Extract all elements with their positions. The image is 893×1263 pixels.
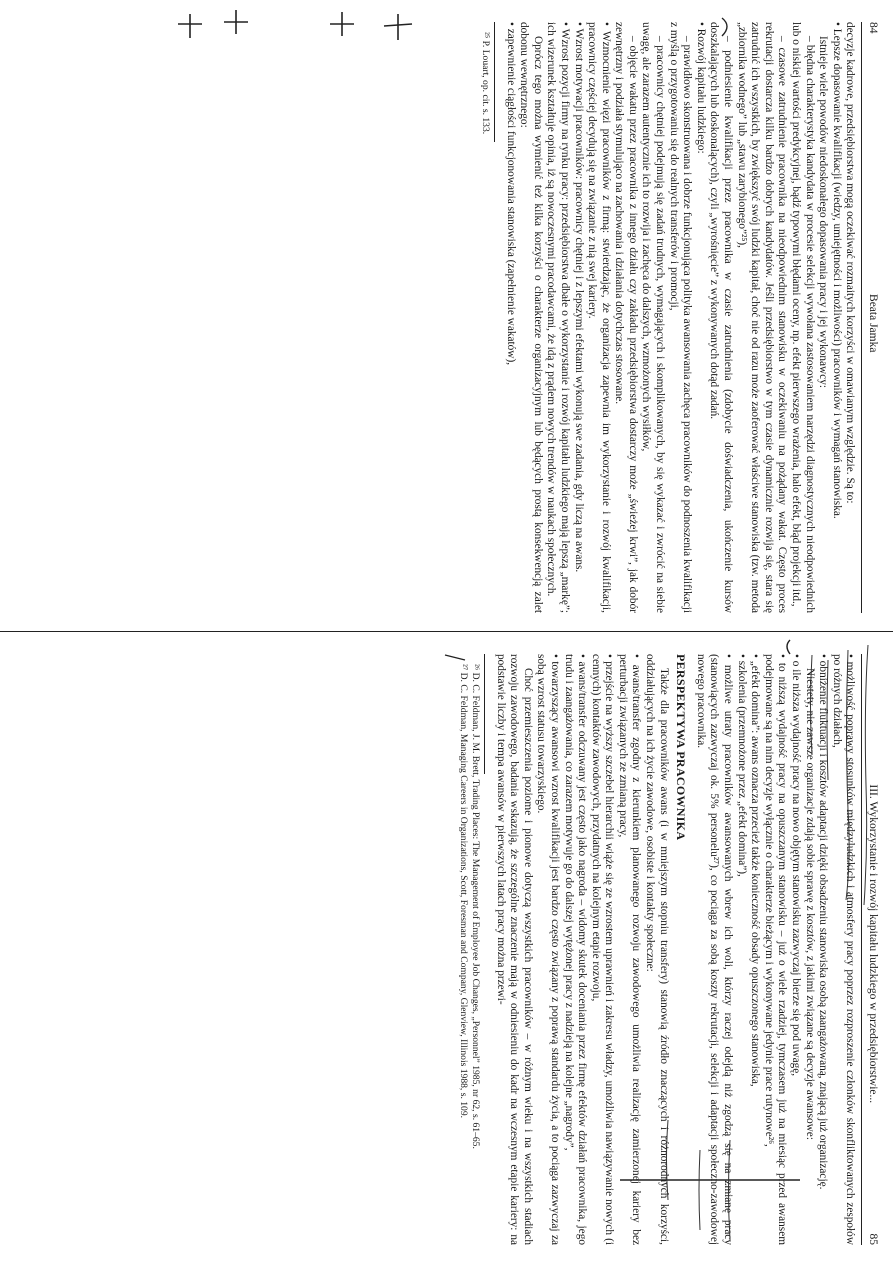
paragraph: – objęcie wakatu przez pracownika z innego działu czy zakładu przedsiębiorstwa dostarczy może „świeżej krwi”, jak dobór zewnętrzny i podziała stymulująco na zachowania i działania dotychczas stosowane.: [613, 22, 639, 613]
paragraph: Także dla pracowników awans (i w mniejszym stopniu transfery) stanowią źródło znaczących i różnorodnych korzyści, oddziałujących na ich życie zawodowe, osobiste i kontakty społeczne:: [644, 654, 670, 1245]
paragraph: • możliwe utraty pracowników awansowanych wbrew ich woli, którzy raczej odejdą niż zgodzą się na zmianę pracy (stanowiących zazwyczaj ok. 5% personelu²⁷), co pociąga za sobą koszty rekrutacji, selekcji i adaptacji społeczno-zawodowej nowego pracownika.: [694, 654, 735, 1245]
margin-bracket-icon: [445, 18, 800, 1180]
plus-mark-icon: [178, 10, 412, 40]
page-number: 84: [867, 22, 879, 34]
paragraph: decyzje kadrowe, przedsiębiorstwa mogą oczekiwać rozmaitych korzyści w omawianym względzie. Są to:: [844, 22, 857, 504]
page-number: 85: [867, 1233, 879, 1245]
footnote: ²⁶ D. C. Feldman, J. M. Brett, Trading Places: The Management of Employee Job Changes, „Personnel” 1985, nr 62, s. 61–65.: [469, 664, 481, 1149]
paragraph: • Wzmocnienie więzi pracowników z firmą: stwierdzając, że organizacja zapewnia im wykorzystanie i rozwój kwalifikacji, pracownicy częściej decydują się na związanie z nią swej kariery.: [586, 22, 612, 613]
paragraph: • Wzrost motywacji pracowników: pracownicy chętniej i z lepszymi efektami wykonują swe zadania, gdy liczą na awans.: [572, 22, 585, 573]
paragraph: Istnieje wiele powodów niedoskonałego dopasowania pracy i jej wykonawcy:: [817, 36, 830, 388]
paragraph: • Wzrost pozycji firmy na rynku pracy: przedsiębiorstwa dbałe o wykorzystanie i rozwój kapitału ludzkiego mają lepszą „markę”; ich wizerunek kształtuje opinia, iż są nowoczesnymi pracodawcami, że idą z prądem nowych trendów w naukach społecznych.: [545, 22, 571, 613]
running-head: Beata Jamka: [867, 294, 879, 353]
paragraph: – prawidłowo skonstruowana i dobrze funkcjonująca polityka awansowania zachęca pracowników do podnoszenia kwalifikacji z myślą o przygotowaniu się do realnych transferów i promocji,: [667, 22, 694, 613]
paragraph: – pracownicy chętniej podejmują się zadań trudnych, wymagających i skomplikowanych, by się wykazać i zwrócić na siebie uwagę, ale zarazem autentycznie ich to rozwija i zachęca do dalszych, wzmożonych wysiłków,: [640, 22, 667, 613]
paragraph: • o ile niższa wydajność pracy na nowo objętym stanowisku zazwyczaj bierze się pod uwagę,: [790, 654, 803, 1077]
paragraph: – podniesienie kwalifikacji przez pracownika w czasie zatrudnienia (zdobycie doświadczenia, ukończenie kursów doszkalających lub doskonalących), czyli „wyrośnięcie” z wykonywanych dotąd zadań.: [708, 22, 735, 613]
footnote: ²⁷ D. C. Feldman, Managing Careers in Organizations, Scott, Foresman and Company, Glenview, Illinois 1988, s. 109.: [458, 664, 470, 1119]
paragraph: • Lepsze dopasowanie kwalifikacji (wiedzy, umiejętności i możliwości) pracowników i wymagań stanowiska.: [830, 22, 843, 519]
handwritten-scribble-icon: [667, 645, 869, 1240]
paragraph: Niestety, nie zawsze organizacje zdają sobie sprawę z kosztów, z jakimi związane są decyzje awansowe:: [803, 668, 816, 1140]
paragraph: • awans/transfer odczuwany jest często jako nagroda – widomy skutek doceniania przez firmę efektów działań pracownika, jego trudu i zaangażowania, co zarazem motywuje go do dalszej wytężonej pracy z nadzieją na kolejne „nagrody”,: [562, 654, 589, 1245]
paragraph: • zapewnienie ciągłości funkcjonowania stanowiska (zapełnienie wakatów),: [504, 22, 517, 366]
paragraph: • przejście na wyższy szczebel hierarchii wiąże się ze wzrostem uprawnień i zakresu władzy, umożliwia nawiązywanie nowych (i cennych) kontaktów zawodowych, przydatnych na kolejnym etapie rozwoju,: [589, 654, 616, 1245]
paragraph: • awans/transfer zgodny z kierunkiem planowanego rozwoju zawodowego umożliwia realizację zamierzonej kariery bez perturbacji związanych ze zmianą pracy,: [616, 654, 643, 1245]
paragraph: • możliwość poprawy stosunków międzyludzkich i atmosfery pracy poprzez rozproszenie członków skonfliktowanych zespołów po różnych działach,: [830, 654, 857, 1245]
paragraph: – błędna charakterystyka kandydata w procesie selekcji wywołana zastosowaniem narzędzi diagnostycznych nieodpowiednich lub o niskiej wartości predykcyjnej, bądź typowymi błędami oceny, np. efekt pierwszego wrażenia, halo efekt, błąd projekcji itd.,: [790, 22, 816, 613]
paragraph: – czasowe zatrudnienie pracownika na nieodpowiednim stanowisku w oczekiwaniu na pożądany wakat. Często proces rekrutacji dostarcza kilku bardzo dobrych kandydatów. Jeśli przedsiębiorstwo w tym czasie dynamicznie rozwija się, stara się zatrudnić ich wszystkich, by zwiększyć swój ludzki kapitał, choć nie od razu może zaoferować właściwe stanowiska (tzw. metoda „zbiornika wodnego” lub „stawu zarybionego”²⁵),: [735, 22, 789, 613]
paragraph: • „efekt domina”: awans oznacza przecież także konieczność obsady opuszczonego stanowiska,: [749, 654, 762, 1087]
paragraph: • to niższą wydajność pracy na opuszczanym stanowisku – już o wiele rzadziej, tymczasem już na miesiąc przed awansem podejmowane są na nim decyzje wyłącznie o charakterze bieżącym i wykonywane jedynie prace rutynowe²⁶,: [762, 654, 789, 1245]
paragraph: • szkolenia (przemnożone przez „efekt domina”),: [735, 654, 748, 877]
paragraph: • Rozwój kapitału ludzkiego:: [694, 22, 707, 154]
footnote: ²⁵ P. Louart, op. cit. s. 133.: [479, 32, 491, 135]
paragraph: Oprócz tego można wymienić też kilka korzyści o charakterze organizacyjnym lub będących prostą konsekwencją zalet dobonu wewnętrznego:: [518, 22, 544, 613]
section-heading: PERSPEKTYWA PRACOWNIKA: [674, 654, 689, 841]
paragraph: • obniżenie fluktuacji i kosztów adaptacji dzięki obsadzeniu stanowiska osobą zaangażowaną, znającą już organizację.: [817, 654, 830, 1190]
running-head: III. Wykorzystanie i rozwój kapitału ludzkiego w przedsiębiorstwie...: [867, 784, 879, 1104]
paragraph: Choć przemieszczenia poziome i pionowe dotyczą wszystkich pracowników – w różnym wieku i na wszystkich stadiach rozwoju zawodowego, badania wskazują, że szczególne znaczenie mają w odniesieniu do kadr na wczesnym etapie kariery: na podstawie liczby i tempa awansów w pierwszych latach pracy można przewi-: [494, 654, 534, 1245]
paragraph: • towarzyszący awansowi wzrost kwalifikacji jest bardzo często związany z poprawą standardu życia, a to pociąga zazwyczaj za sobą wzrost statusu towarzyskiego.: [535, 654, 561, 1245]
